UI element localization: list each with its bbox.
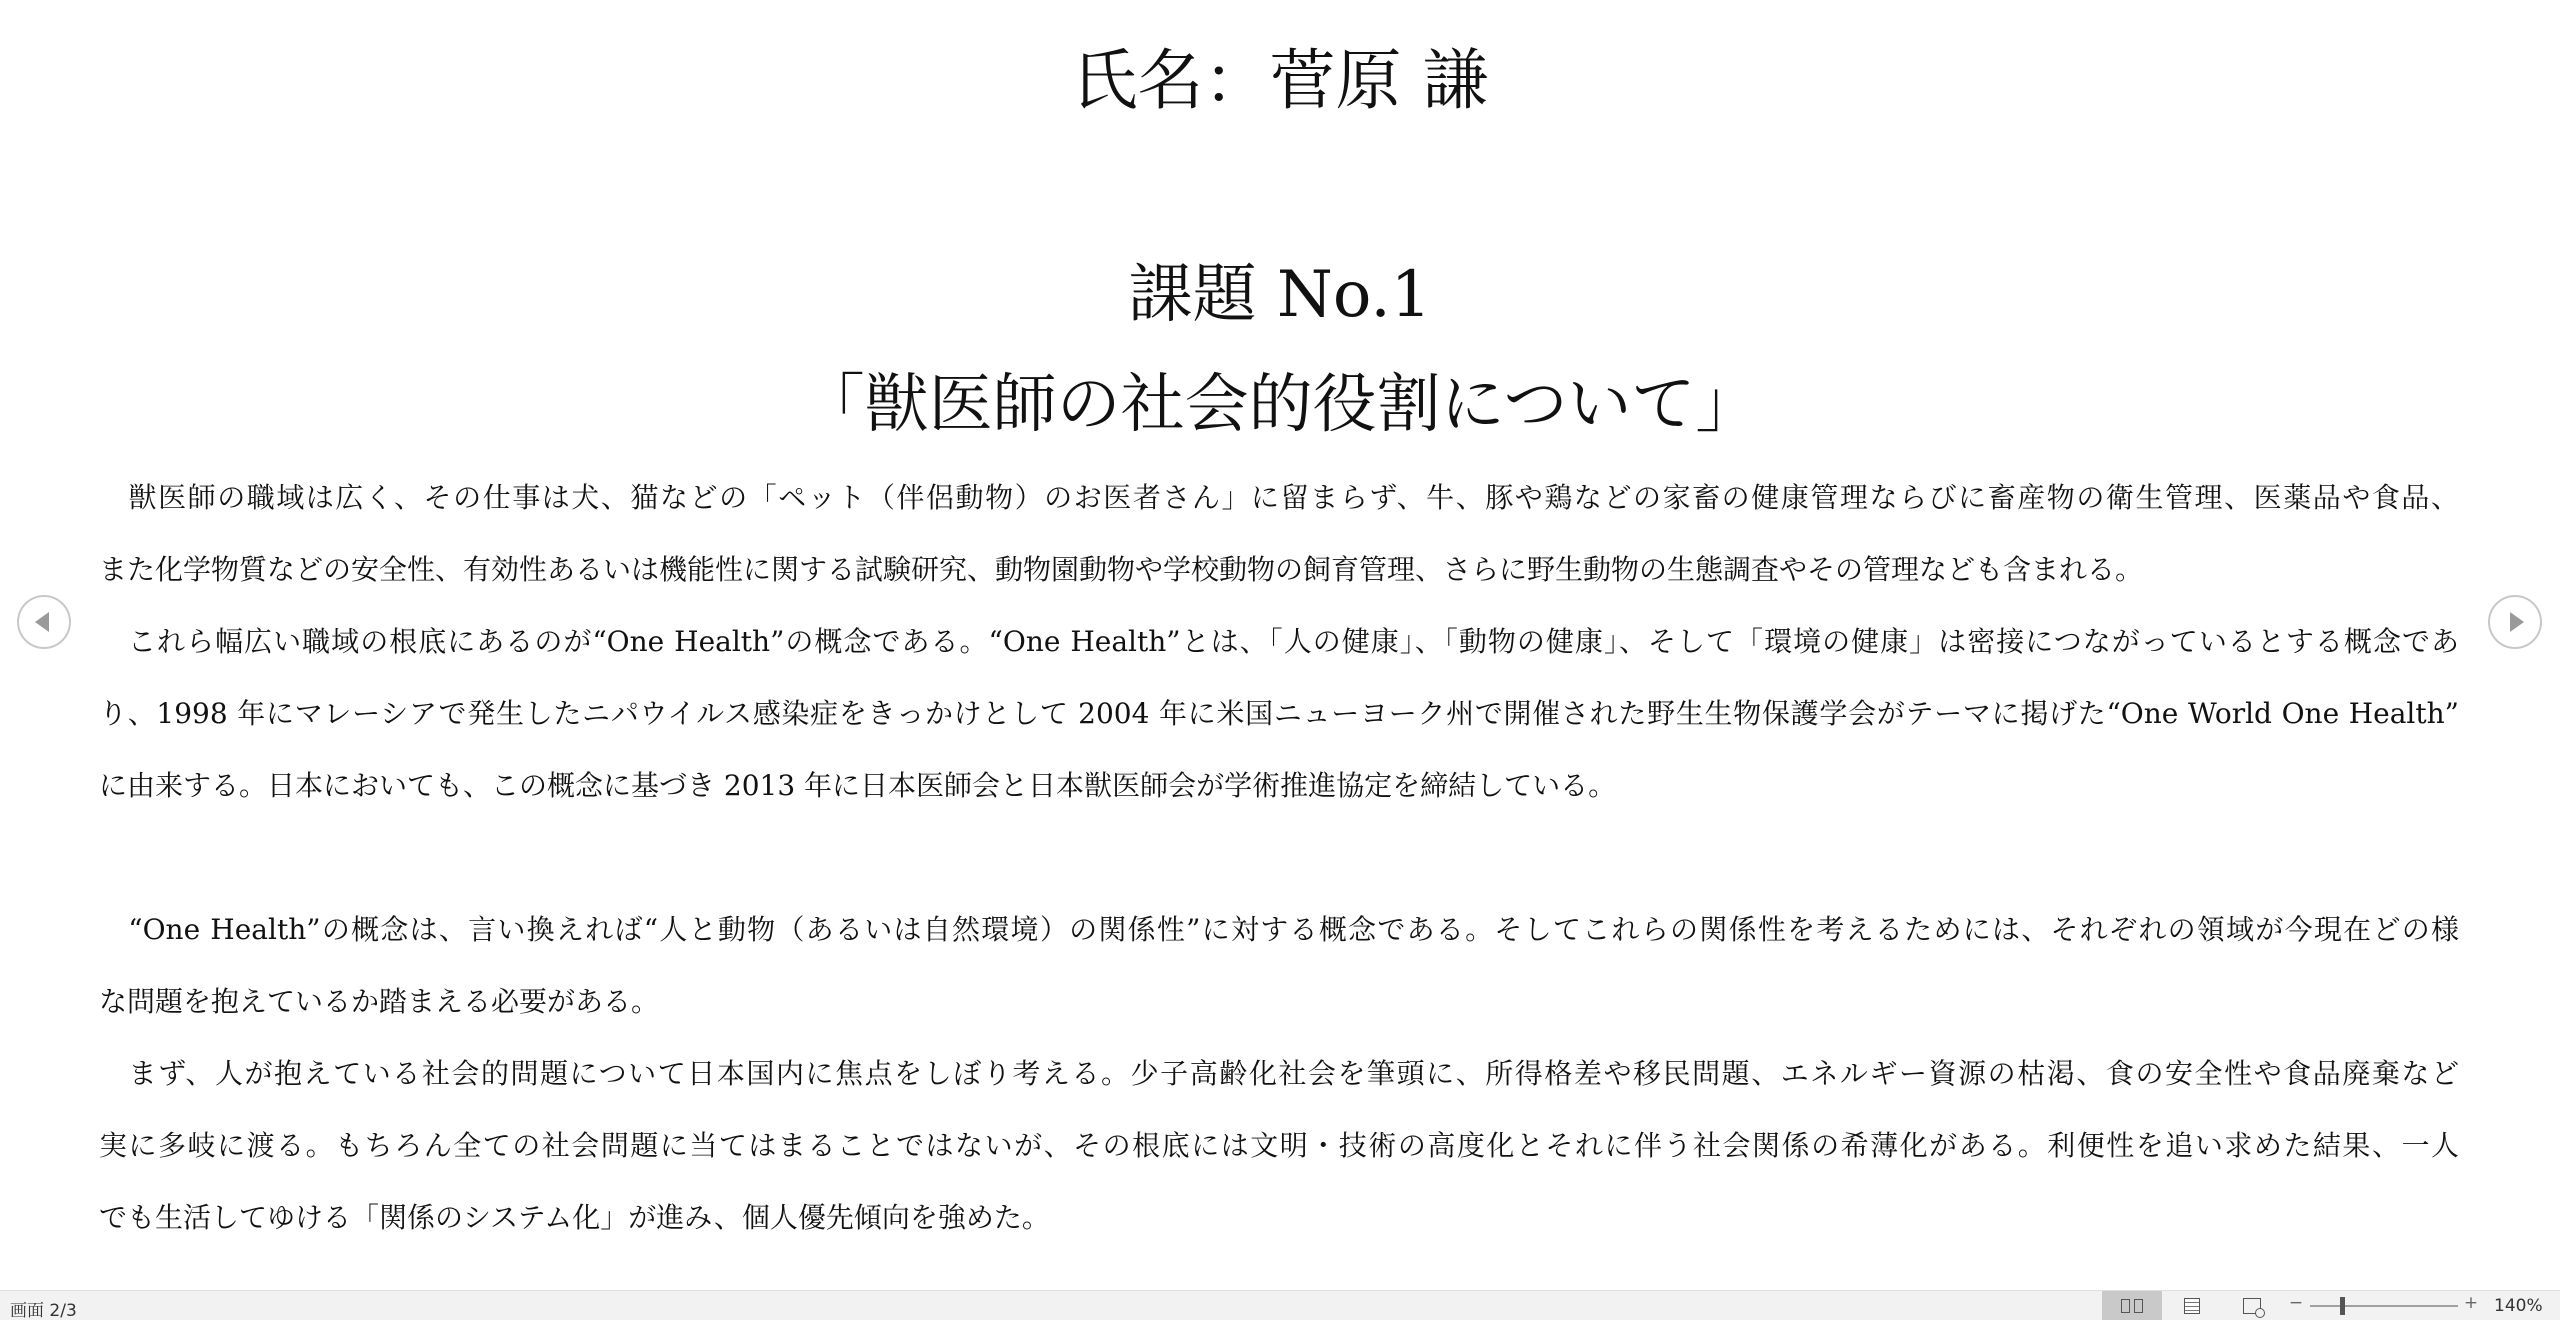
zoom-in-button[interactable]: +	[2463, 1293, 2479, 1313]
page-indicator: 画面 2/3	[10, 1301, 77, 1321]
web-layout-icon	[2243, 1298, 2261, 1314]
paragraph-2	[99, 606, 2459, 822]
paragraph-line: “One Health”の概念は、言い換えれば“人と動物（あるいは自然環境）の関係性”に対する概念である。そしてこれらの関係性を考えるためには、それぞれの領域が今現在どの様	[99, 913, 2459, 946]
paragraph-line: な問題を抱えているか踏まえる必要がある。	[99, 985, 660, 1018]
read-mode-icon	[2121, 1299, 2143, 1313]
paragraph-3	[99, 894, 2459, 1038]
paragraph-line: り、1998 年にマレーシアで発生したニパウイルス感染症をきっかけとして 2004 年に米国ニューヨーク州で開催された野生生物保護学会がテーマに掲げた“One World One Health”	[99, 697, 2459, 730]
paragraph-1	[99, 462, 2459, 606]
zoom-level[interactable]: 140%	[2494, 1296, 2543, 1316]
paragraph-line: でも生活してゆける「関係のシステム化」が進み、個人優先傾向を強めた。	[99, 1201, 1050, 1234]
paragraph-4	[99, 1038, 2459, 1254]
zoom-slider-track[interactable]	[2310, 1305, 2458, 1307]
web-layout-button[interactable]	[2222, 1291, 2282, 1320]
task-title: 「獣医師の社会的役割について」	[800, 368, 1760, 442]
print-layout-icon	[2184, 1298, 2200, 1314]
paragraph-line: まず、人が抱えている社会的問題について日本国内に焦点をしぼり考える。少子高齢化社会を筆頭に、所得格差や移民問題、エネルギー資源の枯渇、食の安全性や食品廃棄など	[99, 1057, 2459, 1090]
next-screen-button[interactable]	[2488, 595, 2542, 649]
paragraph-line: また化学物質などの安全性、有効性あるいは機能性に関する試験研究、動物園動物や学校動物の飼育管理、さらに野生動物の生態調査やその管理なども含まれる。	[99, 553, 2144, 586]
previous-screen-button[interactable]	[17, 595, 71, 649]
paragraph-line: に由来する。日本においても、この概念に基づき 2013 年に日本医師会と日本獣医師会が学術推進協定を締結している。	[99, 769, 1617, 802]
status-bar	[0, 1290, 2560, 1320]
zoom-out-button[interactable]: −	[2288, 1293, 2304, 1313]
zoom-slider-thumb[interactable]	[2340, 1297, 2345, 1315]
author-name: 氏名：菅原 謙	[1071, 42, 1489, 119]
paragraph-line: 実に多岐に渡る。もちろん全ての社会問題に当てはまることではないが、その根底には文明・技術の高度化とそれに伴う社会関係の希薄化がある。利便性を追い求めた結果、一人	[99, 1129, 2459, 1162]
paragraph-line: これら幅広い職域の根底にあるのが“One Health”の概念である。“One Health”とは、「人の健康」、「動物の健康」、そして「環境の健康」は密接につながっているとする概念であ	[99, 625, 2459, 658]
print-layout-button[interactable]	[2162, 1291, 2222, 1320]
task-number: 課題 No.1	[1128, 258, 1432, 332]
chevron-left-icon	[35, 612, 49, 632]
paragraph-line: 獣医師の職域は広く、その仕事は犬、猫などの「ペット（伴侶動物）のお医者さん」に留まらず、牛、豚や鶏などの家畜の健康管理ならびに畜産物の衛生管理、医薬品や食品、	[99, 481, 2459, 514]
read-mode-button[interactable]	[2102, 1291, 2162, 1320]
chevron-right-icon	[2510, 612, 2524, 632]
